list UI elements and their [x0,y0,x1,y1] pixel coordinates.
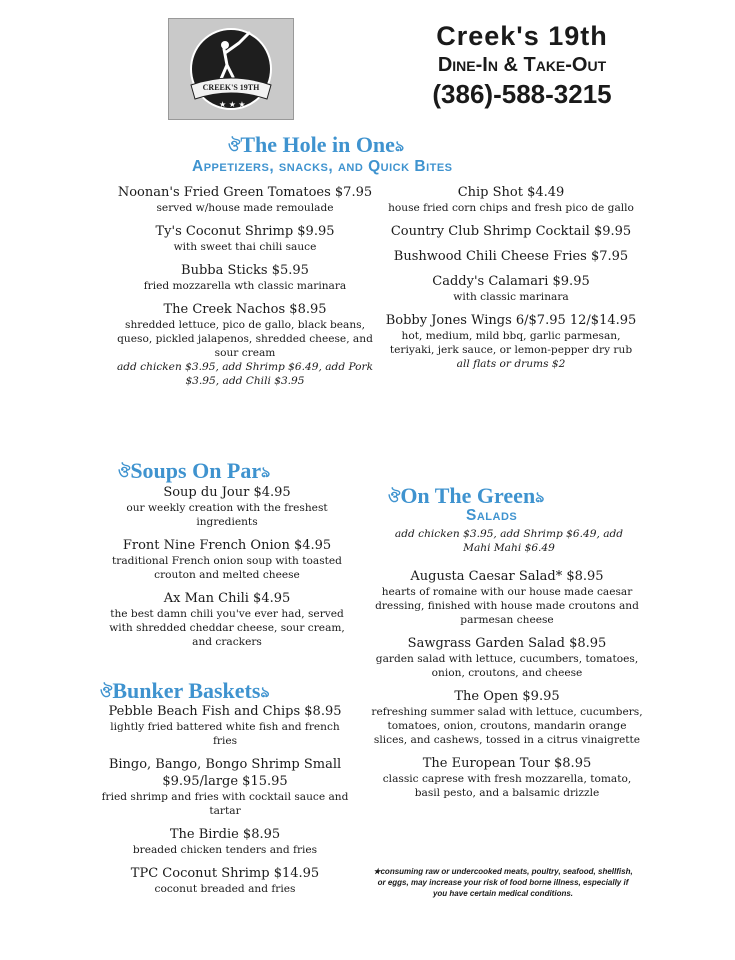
menu-item [382,223,640,240]
menu-item [100,703,350,748]
menu-item-description: fried mozzarella wth classic marinara [143,280,347,292]
menu-item [370,688,644,747]
menu-item-description: garden salad with lettuce, cucumbers, tomatoes, onion, croutons, and cheese [375,653,639,679]
section-title-bunker-baskets: ঔBunker Basketsঌ [100,678,270,703]
menu-item-name: The Birdie $8.95 [169,827,281,842]
menu-item-name: Country Club Shrimp Cocktail $9.95 [390,224,632,239]
ornament-left-icon: ঔ [228,138,241,155]
menu-item-description: with sweet thai chili sauce [173,241,317,253]
menu-item-description: with classic marinara [453,291,569,303]
menu-item [370,568,644,627]
menu-item-description: fried shrimp and fries with cocktail sauce and tartar [101,791,349,817]
menu-item-name: Augusta Caesar Salad* $8.95 [410,569,604,584]
menu-item-name: Noonan's Fried Green Tomatoes $7.95 [117,185,373,200]
svg-text:★ ★ ★: ★ ★ ★ [219,100,246,109]
menu-item-name: Chip Shot $4.49 [457,185,565,200]
menu-item-description: hearts of romaine with our house made caesar dressing, finished with house made croutons and parmesan cheese [375,586,639,626]
menu-item [115,262,375,293]
menu-item-description: breaded chicken tenders and fries [132,844,318,856]
menu-item-description: shredded lettuce, pico de gallo, black beans, queso, pickled jalapenos, shredded cheese, and sour cream [117,319,373,359]
section-title-hole-in-one: ঔThe Hole in Oneঌ [228,132,404,157]
soups-list [102,484,352,657]
menu-item [382,312,640,371]
section-subtitle-salads: Salads [466,507,518,524]
menu-item-description: refreshing summer salad with lettuce, cucumbers, tomatoes, onion, croutons, mandarin orange slices, and cashews, tossed in a citrus vinaigrette [371,706,643,746]
menu-item-name: The Open $9.95 [454,689,560,704]
menu-item-name: Bingo, Bango, Bongo Shrimp Small $9.95/large $15.95 [108,757,342,789]
appetizers-left-column [115,184,375,396]
appetizers-right-column [382,184,640,379]
menu-item-name: Ax Man Chili $4.95 [163,591,291,606]
menu-item-description: traditional French onion soup with toasted crouton and melted cheese [112,555,342,581]
menu-item-name: Pebble Beach Fish and Chips $8.95 [108,704,342,719]
section-title-on-the-green: ঔOn The Greenঌ [388,483,545,508]
menu-item-description: house fried corn chips and fresh pico de gallo [388,202,634,214]
logo-text: CREEK'S 19TH [202,83,260,92]
menu-item-description: the best damn chili you've ever had, served with shredded cheddar cheese, sour cream, and crackers [109,608,345,648]
menu-item [115,184,375,215]
salads-list [370,568,644,808]
ornament-right-icon: ঌ [394,138,404,155]
menu-item-name: Bubba Sticks $5.95 [181,263,309,278]
menu-item-name: Bobby Jones Wings 6/$7.95 12/$14.95 [385,313,637,328]
bunker-baskets-list [100,703,350,904]
menu-item [382,248,640,265]
menu-item-description: our weekly creation with the freshest ingredients [126,502,328,528]
menu-item-name: The Creek Nachos $8.95 [163,302,327,317]
service-type: Dine-In & Take-Out [437,54,607,76]
menu-item-extras: add chicken $3.95, add Shrimp $6.49, add Pork $3.95, add Chili $3.95 [116,361,374,387]
menu-item-description: served w/house made remoulade [156,202,334,214]
restaurant-header [372,20,672,110]
menu-item-description: lightly fried battered white fish and french fries [110,721,340,747]
logo [168,18,294,120]
menu-item [100,865,350,896]
menu-item-name: TPC Coconut Shrimp $14.95 [130,866,320,881]
section-title-soups: ঔSoups On Parঌ [118,458,271,483]
menu-item-name: Front Nine French Onion $4.95 [122,538,332,553]
menu-item-name: Bushwood Chili Cheese Fries $7.95 [393,249,629,264]
menu-item-name: Soup du Jour $4.95 [163,485,291,500]
menu-item [100,756,350,818]
menu-item [370,635,644,680]
menu-item [102,537,352,582]
menu-item [382,273,640,304]
menu-item [100,826,350,857]
menu-item-name: Caddy's Calamari $9.95 [432,274,590,289]
menu-item [115,301,375,388]
menu-item [102,590,352,649]
menu-item-name: The European Tour $8.95 [422,756,592,771]
menu-item-description: coconut breaded and fries [154,883,296,895]
menu-item-description: hot, medium, mild bbq, garlic parmesan, teriyaki, jerk sauce, or lemon-pepper dry rub [389,330,633,356]
golfer-logo-icon [169,19,293,119]
salad-addons: add chicken $3.95, add Shrimp $6.49, add Mahi Mahi $6.49 [394,528,624,554]
restaurant-name: Creek's 19th [436,21,608,51]
phone-number: (386)-588-3215 [432,79,612,109]
menu-item-description: classic caprese with fresh mozzarella, tomato, basil pesto, and a balsamic drizzle [382,773,632,799]
menu-item [102,484,352,529]
food-safety-notice: ★consuming raw or undercooked meats, poultry, seafood, shellfish, or eggs, may increase your risk of food borne illness, especially if you have certain medical conditions. [373,867,633,898]
menu-item-extras: all flats or drums $2 [456,358,566,370]
menu-item [370,755,644,800]
menu-item [382,184,640,215]
menu-item-name: Ty's Coconut Shrimp $9.95 [155,224,335,239]
section-subtitle-appetizers: Appetizers, snacks, and Quick Bites [192,158,453,175]
menu-item-name: Sawgrass Garden Salad $8.95 [407,636,607,651]
menu-item [115,223,375,254]
